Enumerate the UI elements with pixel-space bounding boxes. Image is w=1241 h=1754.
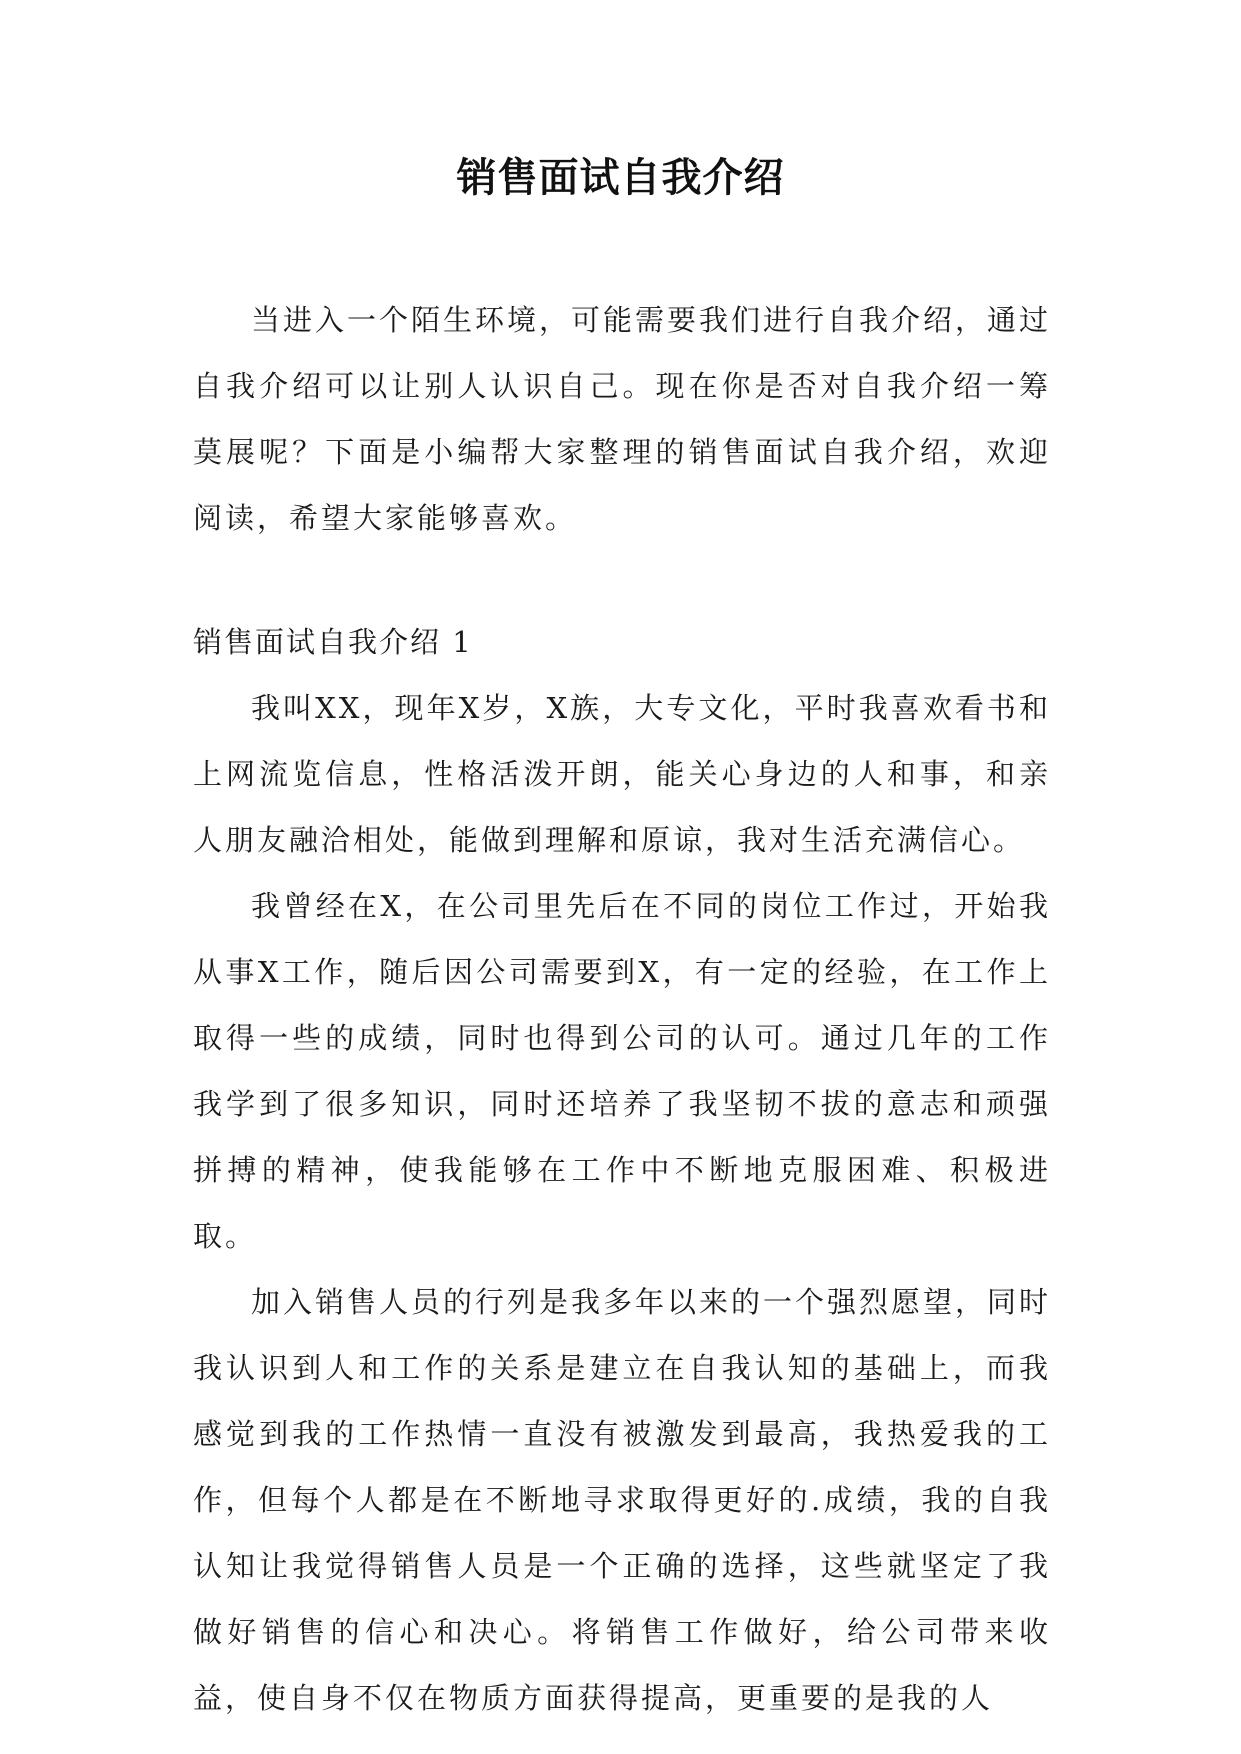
body-paragraph-1: 我叫XX，现年X岁，X族，大专文化，平时我喜欢看书和上网流览信息，性格活泼开朗，能关心身边的人和事，和亲人朋友融洽相处，能做到理解和原谅，我对生活充满信心。 (193, 691, 1051, 857)
document-title: 销售面试自我介绍 (456, 155, 785, 201)
section-heading: 销售面试自我介绍 1 (193, 625, 473, 659)
intro-paragraph: 当进入一个陌生环境，可能需要我们进行自我介绍，通过自我介绍可以让别人认识自己。现在你是否对自我介绍一筹莫展呢？下面是小编帮大家整理的销售面试自我介绍，欢迎阅读，希望大家能够喜欢。 (193, 303, 1052, 535)
document-body (193, 287, 1051, 1731)
body-paragraph-3: 加入销售人员的行列是我多年以来的一个强烈愿望，同时我认识到人和工作的关系是建立在自我认知的基础上，而我感觉到我的工作热情一直没有被激发到最高，我热爱我的工作，但每个人都是在不断地寻求取得更好的.成绩，我的自我认知让我觉得销售人员是一个正确的选择，这些就坚定了我做好销售的信心和决心。将销售工作做好，给公司带来收益，使自身不仅在物质方面获得提高，更重要的是我的人 (193, 1285, 1052, 1715)
body-paragraph-2: 我曾经在X，在公司里先后在不同的岗位工作过，开始我从事X工作，随后因公司需要到X，有一定的经验，在工作上取得一些的成绩，同时也得到公司的认可。通过几年的工作我学到了很多知识，同时还培养了我坚韧不拔的意志和顽强拼搏的精神，使我能够在工作中不断地克服困难、积极进取。 (193, 889, 1051, 1253)
